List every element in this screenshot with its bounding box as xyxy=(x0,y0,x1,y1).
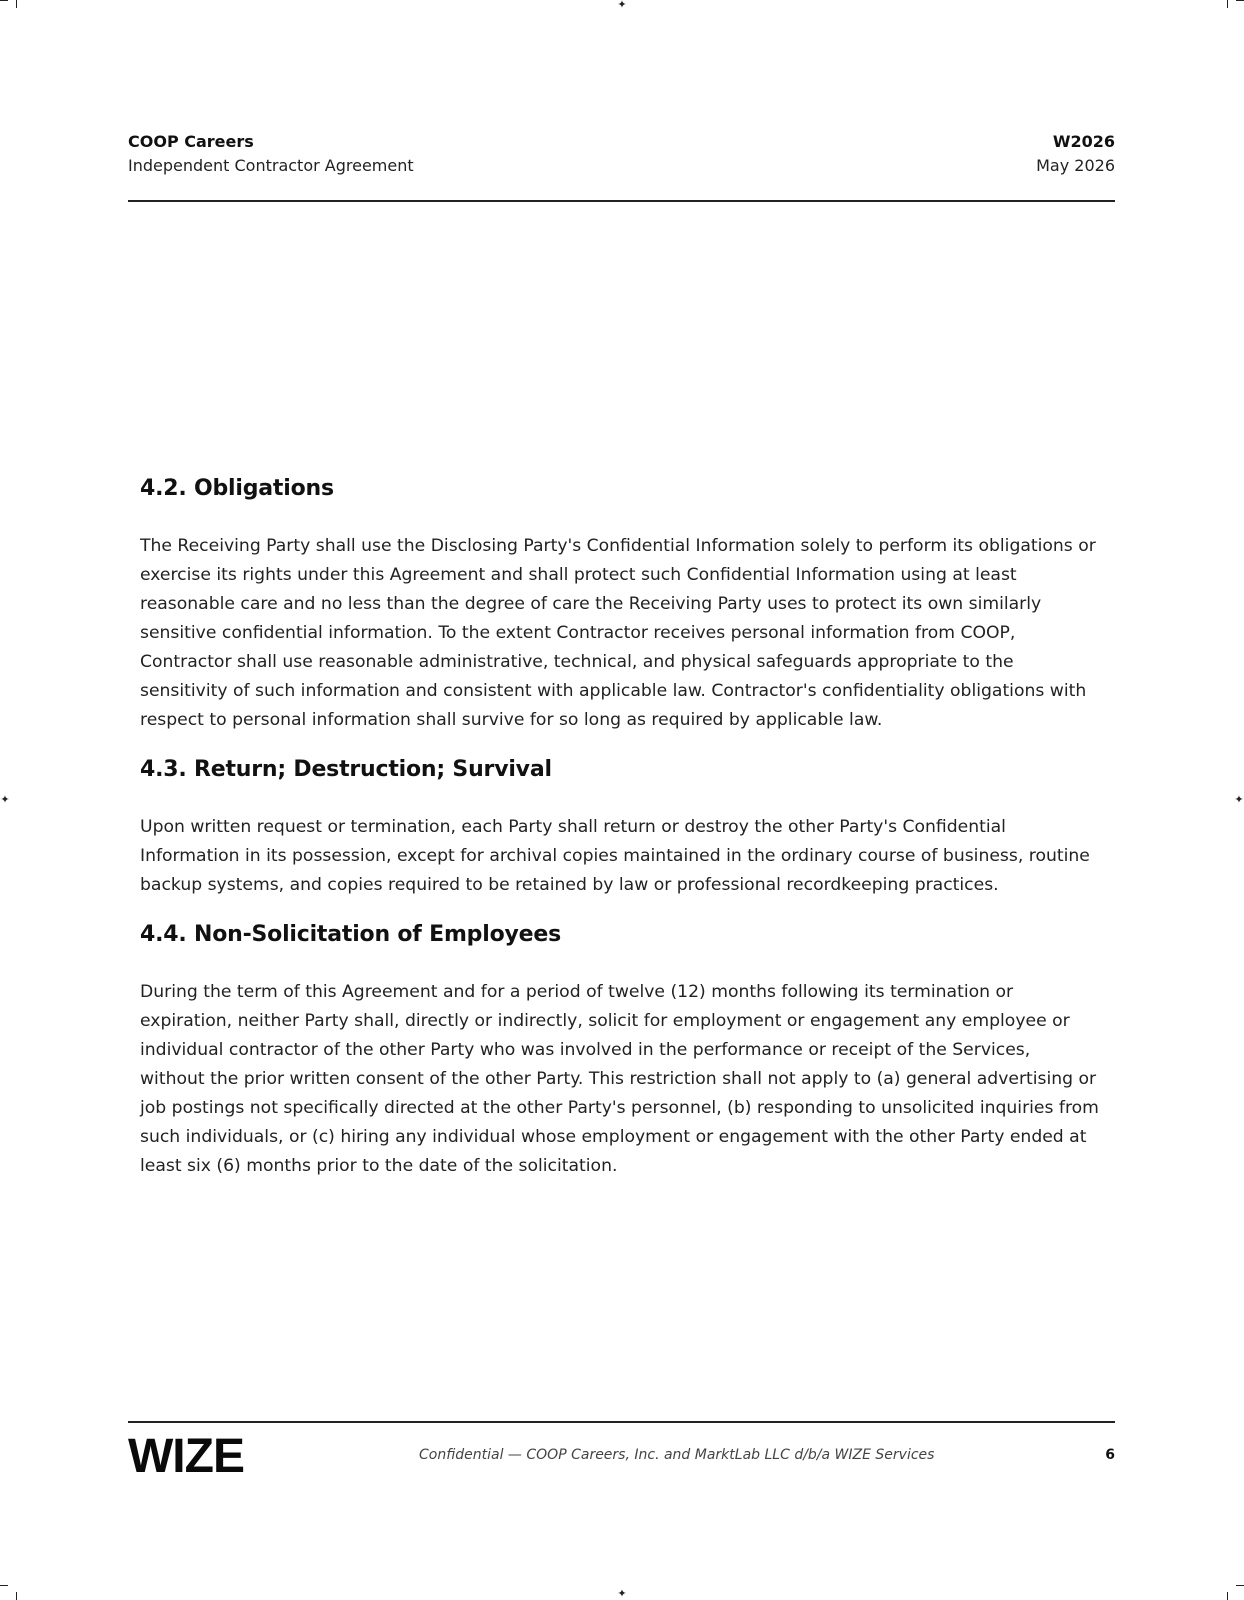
section-paragraph: Upon written request or termination, each Party shall return or destroy the other Party's Confidential Information in its possession, except for archival copies maintained in the ordinary course of business, routine backup systems, and copies required to be retained by law or professional recordkeeping practices. xyxy=(140,817,1090,895)
section-heading: 4.4. Non-Solicitation of Employees xyxy=(140,922,561,947)
section-non-solicitation xyxy=(140,920,1100,1181)
document-date: May 2026 xyxy=(1036,156,1115,175)
registration-mark-top-icon: ✦ xyxy=(617,0,627,11)
document-body xyxy=(140,474,1100,1201)
page-footer xyxy=(128,1421,1115,1483)
section-paragraph: The Receiving Party shall use the Disclosing Party's Confidential Information solely to perform its obligations or exercise its rights under this Agreement and shall protect such Confidential Information using at least reasonable care and no less than the degree of care the Receiving Party uses to protect its own similarly sensitive confidential information. To the extent Contractor receives personal information from COOP, Contractor shall use reasonable administrative, technical, and physical safeguards appropriate to the sensitivity of such information and consistent with applicable law. Contractor's confidentiality obligations with respect to personal information shall survive for so long as required by applicable law. xyxy=(140,536,1096,730)
crop-mark-top-right-h xyxy=(1236,0,1244,1)
registration-mark-right-icon: ✦ xyxy=(1234,793,1244,806)
crop-mark-bottom-right-v xyxy=(1227,1592,1228,1600)
page-number: 6 xyxy=(1105,1447,1115,1463)
wize-logo: WIZE xyxy=(128,1430,244,1483)
crop-mark-bottom-left-v xyxy=(16,1592,17,1600)
crop-mark-bottom-right-h xyxy=(1236,1585,1244,1586)
registration-mark-bottom-icon: ✦ xyxy=(617,1587,627,1600)
header-right xyxy=(1036,130,1115,178)
section-heading: 4.2. Obligations xyxy=(140,476,334,501)
crop-mark-top-left-h xyxy=(0,0,8,1)
section-heading: 4.3. Return; Destruction; Survival xyxy=(140,757,552,782)
page-header xyxy=(128,130,1115,202)
document-code: W2026 xyxy=(1052,132,1115,151)
crop-mark-top-right-v xyxy=(1227,0,1228,8)
header-left xyxy=(128,130,414,178)
confidential-note: Confidential — COOP Careers, Inc. and MarktLab LLC d/b/a WIZE Services xyxy=(419,1447,935,1463)
crop-mark-top-left-v xyxy=(16,0,17,8)
section-paragraph: During the term of this Agreement and for a period of twelve (12) months following its termination or expiration, neither Party shall, directly or indirectly, solicit for employment or engagement any employee or individual contractor of the other Party who was involved in the performance or receipt of the Services, without the prior written consent of the other Party. This restriction shall not apply to (a) general advertising or job postings not specifically directed at the other Party's personnel, (b) responding to unsolicited inquiries from such individuals, or (c) hiring any individual whose employment or engagement with the other Party ended at least six (6) months prior to the date of the solicitation. xyxy=(140,982,1099,1176)
company-name: COOP Careers xyxy=(128,132,254,151)
crop-mark-bottom-left-h xyxy=(0,1585,8,1586)
registration-mark-left-icon: ✦ xyxy=(0,793,10,806)
section-obligations xyxy=(140,474,1100,735)
section-return-destruction-survival xyxy=(140,755,1100,900)
document-title: Independent Contractor Agreement xyxy=(128,156,414,175)
